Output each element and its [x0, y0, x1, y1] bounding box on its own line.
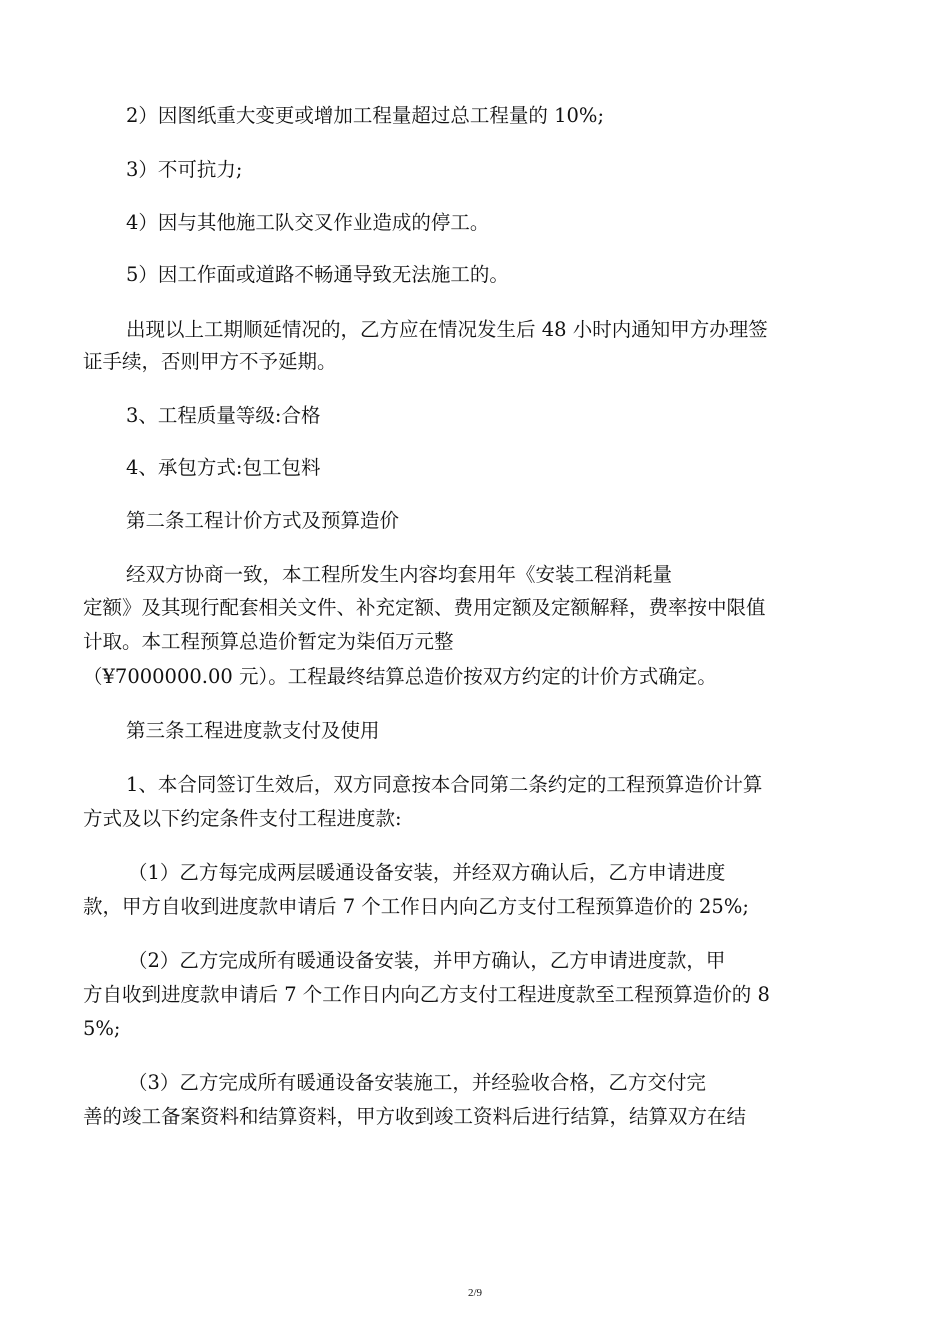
- payment-item-3-line-1: （3）乙方完成所有暖通设备安装施工，并经验收合格，乙方交付完: [128, 1071, 706, 1094]
- payment-item-1-line-1: （1）乙方每完成两层暖通设备安装，并经双方确认后，乙方申请进度: [128, 861, 726, 884]
- page-number: 2/9: [467, 1287, 483, 1299]
- article-3-heading: 第三条工程进度款支付及使用: [126, 719, 380, 742]
- payment-item-3-line-2: 善的竣工备案资料和结算资料，甲方收到竣工资料后进行结算，结算双方在结: [83, 1105, 747, 1128]
- payment-item-1-line-2: 款，甲方自收到进度款申请后 7 个工作日内向乙方支付工程预算造价的 25%;: [83, 895, 749, 918]
- payment-paragraph-line-2: 方式及以下约定条件支付工程进度款:: [83, 807, 402, 830]
- clause-item-2: 2）因图纸重大变更或增加工程量超过总工程量的 10%;: [126, 104, 605, 127]
- payment-item-2-line-2: 方自收到进度款申请后 7 个工作日内向乙方支付工程进度款至工程预算造价的 8: [83, 983, 770, 1006]
- payment-paragraph-line-1: 1、本合同签订生效后，双方同意按本合同第二条约定的工程预算造价计算: [126, 773, 763, 796]
- clause-item-3: 3）不可抗力;: [126, 158, 243, 181]
- pricing-paragraph-line-4: （¥7000000.00 元）。工程最终结算总造价按双方约定的计价方式确定。: [83, 665, 717, 688]
- clause-item-5: 5）因工作面或道路不畅通导致无法施工的。: [126, 263, 509, 286]
- pricing-paragraph-line-3: 计取。本工程预算总造价暂定为柒佰万元整: [83, 630, 454, 653]
- extension-paragraph-line-1: 出现以上工期顺延情况的，乙方应在情况发生后 48 小时内通知甲方办理签: [126, 318, 768, 341]
- payment-item-2-line-1: （2）乙方完成所有暖通设备安装，并甲方确认，乙方申请进度款，甲: [128, 949, 726, 972]
- quality-grade: 3、工程质量等级:合格: [126, 404, 321, 427]
- pricing-paragraph-line-1: 经双方协商一致，本工程所发生内容均套用年《安装工程消耗量: [126, 563, 673, 586]
- payment-item-2-line-3: 5%;: [83, 1017, 121, 1040]
- contract-method: 4、承包方式:包工包料: [126, 456, 321, 479]
- pricing-paragraph-line-2: 定额》及其现行配套相关文件、补充定额、费用定额及定额解释，费率按中限值: [83, 596, 766, 619]
- article-2-heading: 第二条工程计价方式及预算造价: [126, 509, 400, 532]
- extension-paragraph-line-2: 证手续，否则甲方不予延期。: [83, 350, 337, 373]
- clause-item-4: 4）因与其他施工队交叉作业造成的停工。: [126, 211, 490, 234]
